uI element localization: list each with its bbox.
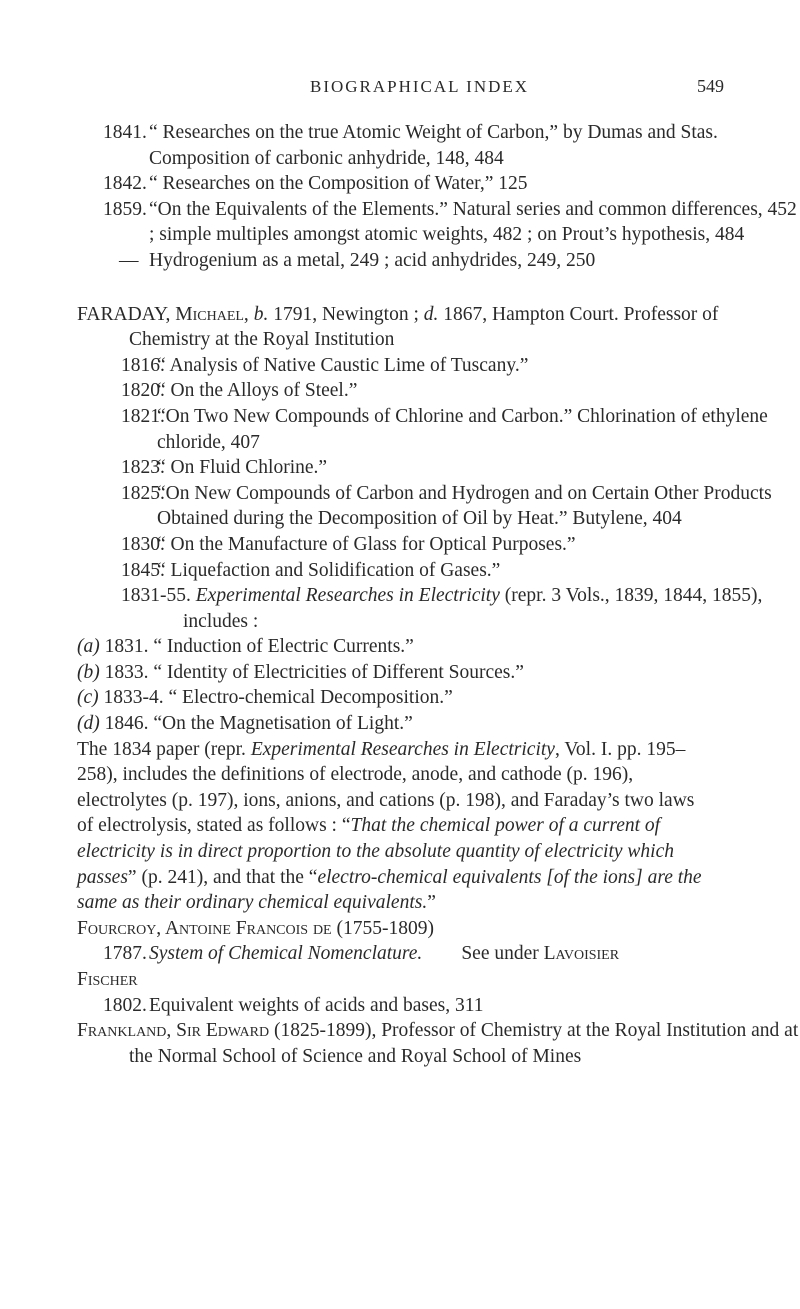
paragraph-text: The 1834 paper (repr. [77,738,246,760]
frankland-text: (1825-1899), Professor of Chemistry at the Royal Institution and at the Normal School of Science and Royal School of Mines [129,1020,799,1067]
heading-faraday [0,302,800,353]
entry-text: Equivalent weights of acids and bases, 311 [149,994,484,1016]
index-entry-1825 [0,481,800,532]
sub-entry-text: 1846. “On the Magnetisation of Light.” [104,713,413,735]
died-abbr: d. [423,303,439,325]
frankland-name: Frankland, Sir Edward [77,1020,270,1042]
sub-entry-a [0,634,800,660]
entry-year: 1842. [103,173,147,195]
entry-text: “ Researches on the Composition of Water,” 125 [149,173,528,195]
heading-fourcroy [0,916,800,942]
entry-year: 1841. [103,122,147,143]
entry-text: “ On the Manufacture of Glass for Optical Purposes.” [157,533,576,555]
entry-year: 1823. [121,457,165,479]
entry-year: 1859. [103,198,147,220]
index-entry-1841 [0,120,800,171]
entry-year: 1820. [121,380,165,402]
sub-entry-label: (a) [77,636,100,658]
sub-entry-c [0,685,800,711]
entry-text: “ On Fluid Chlorine.” [157,457,328,479]
paragraph-text: , Vol. I. pp. 195–258), includes the definitions of electrode, anode, and cathode (p. 196), electrolytes (p. 197), ions, anions, and cations (p. 198), and Faraday’s two laws of electrolysis, stated as follows : “ [77,738,695,837]
entry-year: 1831-55. [121,585,191,607]
entry-text: “On New Compounds of Carbon and Hydrogen and on Certain Other Products Obtained during the Decomposition of Oil by Heat.” Butylene, 404 [157,482,772,530]
entry-cross-reference: Lavoisier [543,943,620,965]
sub-entry-label: (d) [77,713,100,735]
entry-see: See under [461,943,539,965]
paragraph-italic-quote: That the chemical power of a current of electricity is in direct proportion to the absolute quantity of electricity which passes [77,815,674,888]
entry-year: 1802. [103,994,147,1016]
entry-text: “On Two New Compounds of Chlorine and Carbon.” Chlorination of ethylene chloride, 407 [157,405,768,453]
running-title: BIOGRAPHICAL INDEX [310,77,530,96]
index-entry-1842 [0,171,800,197]
entry-text: (repr. 3 Vols., 1839, 1844, 1855), includes : [183,585,763,632]
entry-year: 1830. [121,533,165,555]
faraday-paragraph [0,737,800,916]
born-abbr: b. [253,303,269,325]
entry-text: “ On the Alloys of Steel.” [157,380,358,402]
sub-entry-d [0,711,800,737]
heading-frankland [0,1018,800,1069]
entry-year: 1816. [121,354,165,376]
paragraph-italic-title: Experimental Researches in Electricity [250,738,555,760]
faraday-surname: FARADAY, [77,303,171,325]
entry-text: “ Analysis of Native Caustic Lime of Tuscany.” [157,354,529,376]
fourcroy-name: Fourcroy, Antoine Francois de [77,917,332,939]
heading-fischer [0,967,800,993]
entry-year: 1825. [121,482,165,504]
index-entry-1816 [0,353,800,379]
page-header [0,74,800,100]
paragraph-italic-quote: electro-chemical equivalents [of the ions] are the same as their ordinary chemical equivalents. [77,866,702,914]
fischer-name: Fischer [77,969,138,990]
index-entry-1821 [0,404,800,455]
index-entry-1830 [0,532,800,558]
sub-entry-text: 1831. “ Induction of Electric Currents.” [104,636,414,658]
entry-text: “On the Equivalents of the Elements.” Natural series and common differences, 452 ; simple multiples amongst atomic weights, 482 ; on Prout’s hypothesis, 484 [149,198,797,246]
fourcroy-dates: (1755-1809) [336,917,434,939]
page-number: 549 [697,76,724,96]
entry-title: Experimental Researches in Electricity [195,585,500,607]
faraday-given-name: Michael, [175,303,249,325]
sub-entry-b [0,660,800,686]
sub-entry-text: 1833-4. “ Electro-chemical Decomposition.” [103,687,453,709]
index-entry-1845 [0,558,800,584]
paragraph-text: ” [427,892,436,914]
sub-entry-label: (b) [77,661,100,683]
index-entry-dash [0,248,800,274]
entry-text: “ Liquefaction and Solidification of Gases.” [157,559,501,581]
index-entry-1787 [0,941,800,967]
entry-year: 1787. [103,943,147,965]
index-entry-1820 [0,378,800,404]
index-entry-1823 [0,455,800,481]
paragraph-text: ” (p. 241), and that the “ [127,866,318,888]
sub-entry-label: (c) [77,687,99,709]
died-text: 1867, Hampton Court. Professor of Chemistry at the Royal Institution [129,303,719,351]
entry-text: “ Researches on the true Atomic Weight of Carbon,” by Dumas and Stas. Composition of carbonic anhydride, 148, 484 [149,122,718,169]
index-content [0,120,800,1069]
entry-year: 1845. [121,559,165,581]
born-text: 1791, Newington ; [273,303,419,325]
index-entry-1802 [0,993,800,1019]
entry-year: 1821. [121,405,165,427]
entry-title: System of Chemical Nomenclature. [149,943,423,965]
entry-dash: — [119,249,139,271]
entry-text: Hydrogenium as a metal, 249 ; acid anhydrides, 249, 250 [149,249,596,271]
index-entry-1859 [0,197,800,248]
index-entry-1831-55 [0,583,800,634]
sub-entry-text: 1833. “ Identity of Electricities of Different Sources.” [104,661,524,683]
